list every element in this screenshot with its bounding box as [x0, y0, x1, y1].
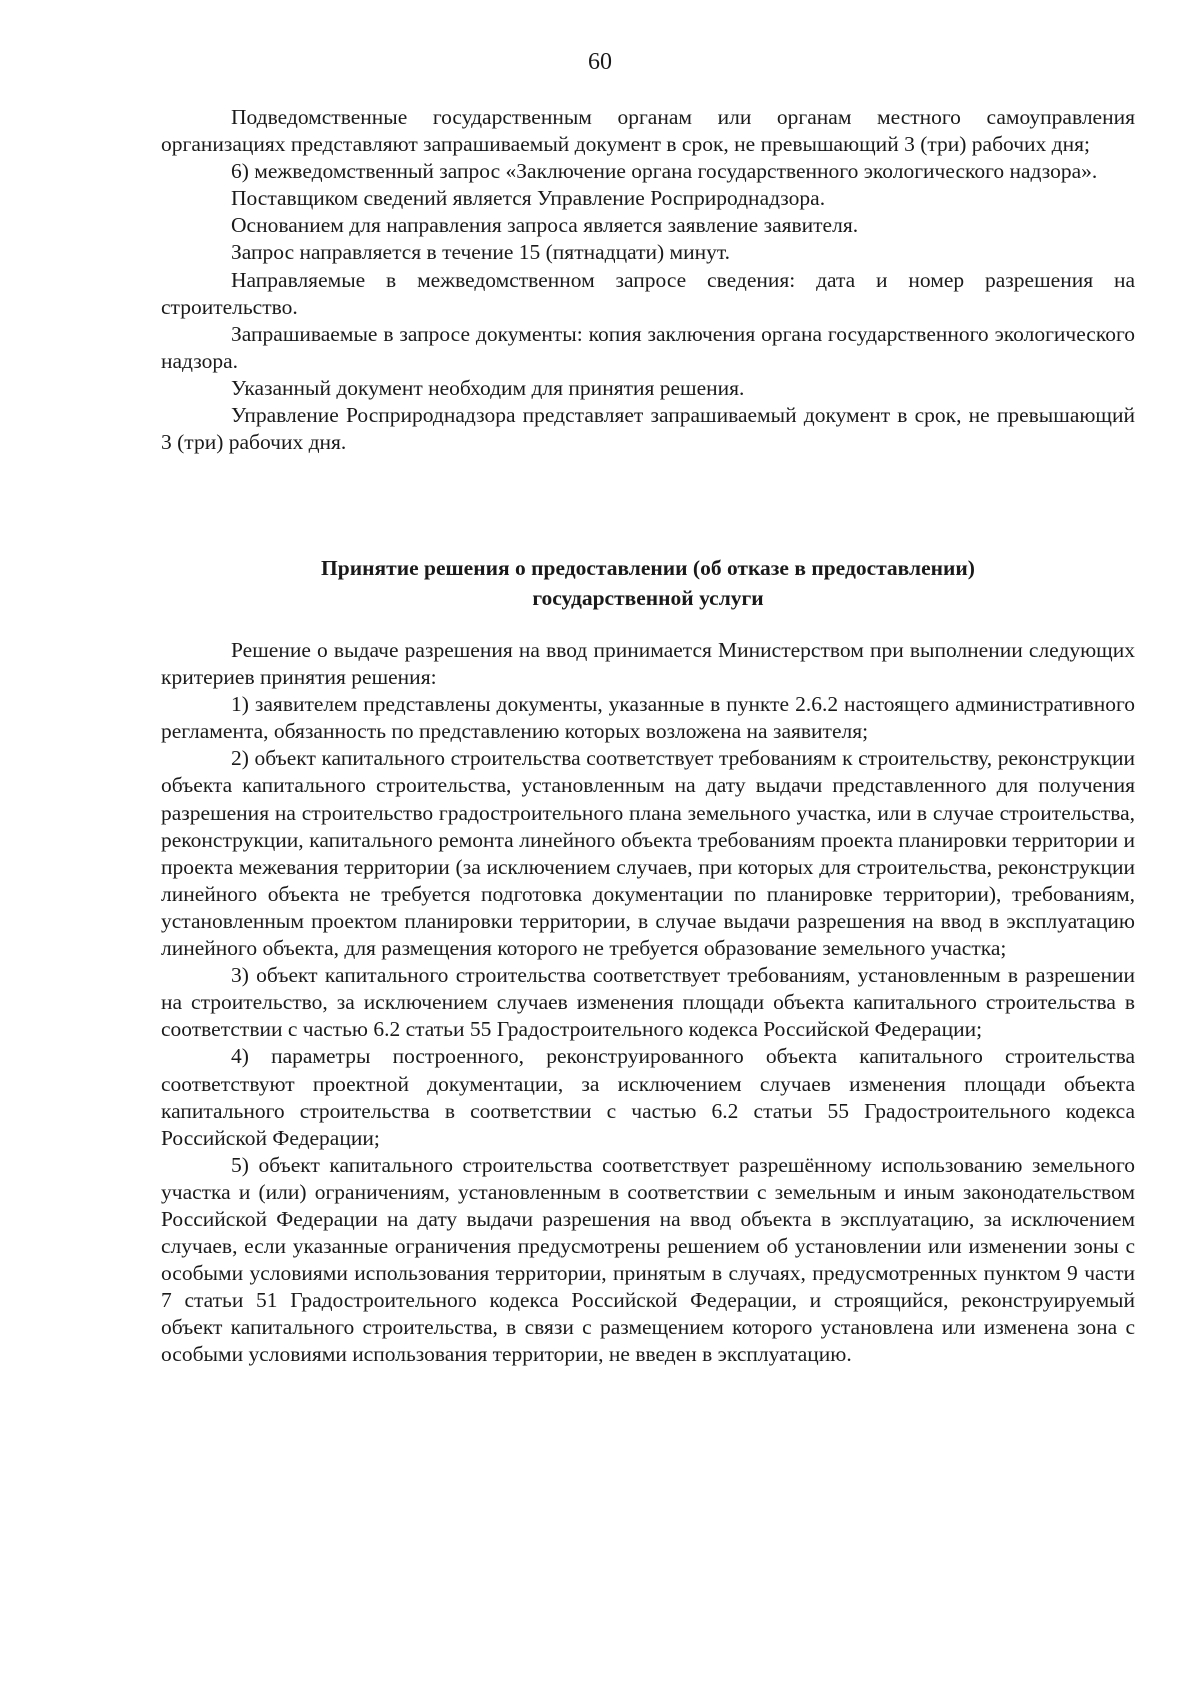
paragraph: Поставщиком сведений является Управление Росприроднадзора.: [231, 186, 826, 211]
section-heading-line: Принятие решения о предоставлении (об отказе в предоставлении): [321, 556, 975, 580]
paragraph: 6) межведомственный запрос «Заключение органа государственного экологического надзора».: [231, 159, 1098, 184]
paragraph: 3) объект капитального строительства соответствует требованиям, установленным в разрешении на строительство, за исключением случаев изменения площади объекта капитального строительства в соответствии с частью 6.2 статьи 55 Градостроительного кодекса Российской Федерации;: [161, 963, 1135, 1042]
paragraph: 5) объект капитального строительства соответствует разрешённому использованию земельного участка и (или) ограничениям, установленным в соответствии с земельным и иным законодательством Российской Федерации на дату выдачи разрешения на ввод объекта в эксплуатацию, за исключением случаев, если указанные ограничения предусмотрены решением об установлении или изменении зоны с особыми условиями использования территории, принятым в случаях, предусмотренных пунктом 9 части 7 статьи 51 Градостроительного кодекса Российской Федерации, и строящийся, реконструируемый объект капитального строительства, в связи с размещением которого установлена или изменена зона с особыми условиями использования территории, не введен в эксплуатацию.: [161, 1152, 1135, 1367]
section-heading: [161, 553, 1135, 613]
paragraph: Решение о выдаче разрешения на ввод принимается Министерством при выполнении следующих критериев принятия решения:: [161, 638, 1135, 690]
page-number: 60: [588, 49, 612, 75]
intro-text-block: [161, 104, 1135, 456]
section-heading-line: государственной услуги: [532, 586, 764, 610]
paragraph: Указанный документ необходим для принятия решения.: [231, 375, 745, 400]
paragraph: Запрашиваемые в запросе документы: копия заключения органа государственного экологического надзора.: [161, 321, 1135, 373]
paragraph: Запрос направляется в течение 15 (пятнадцати) минут.: [231, 240, 731, 265]
paragraph: 4) параметры построенного, реконструированного объекта капитального строительства соответствуют проектной документации, за исключением случаев изменения площади объекта капитального строительства в соответствии с частью 6.2 статьи 55 Градостроительного кодекса Российской Федерации;: [161, 1044, 1135, 1150]
paragraph: Основанием для направления запроса является заявление заявителя.: [231, 213, 859, 238]
section-text-block: [161, 637, 1135, 1369]
paragraph: Подведомственные государственным органам или органам местного самоуправления организациях представляют запрашиваемый документ в срок, не превышающий 3 (три) рабочих дня;: [161, 105, 1135, 157]
paragraph: Управление Росприроднадзора представляет запрашиваемый документ в срок, не превышающий 3 (три) рабочих дня.: [161, 403, 1135, 455]
paragraph: 2) объект капитального строительства соответствует требованиям к строительству, реконструкции объекта капитального строительства, установленным на дату выдачи представленного для получения разрешения на строительство градостроительного плана земельного участка, или в случае строительства, реконструкции, капитального ремонта линейного объекта требованиям проекта планировки территории и проекта межевания территории (за исключением случаев, при которых для строительства, реконструкции линейного объекта не требуется подготовка документации по планировке территории), требованиям, установленным проектом планировки территории, в случае выдачи разрешения на ввод в эксплуатацию линейного объекта, для размещения которого не требуется образование земельного участка;: [161, 746, 1135, 961]
paragraph: Направляемые в межведомственном запросе сведения: дата и номер разрешения на строительство.: [161, 267, 1135, 319]
paragraph: 1) заявителем представлены документы, указанные в пункте 2.6.2 настоящего административного регламента, обязанность по представлению которых возложена на заявителя;: [161, 692, 1135, 744]
